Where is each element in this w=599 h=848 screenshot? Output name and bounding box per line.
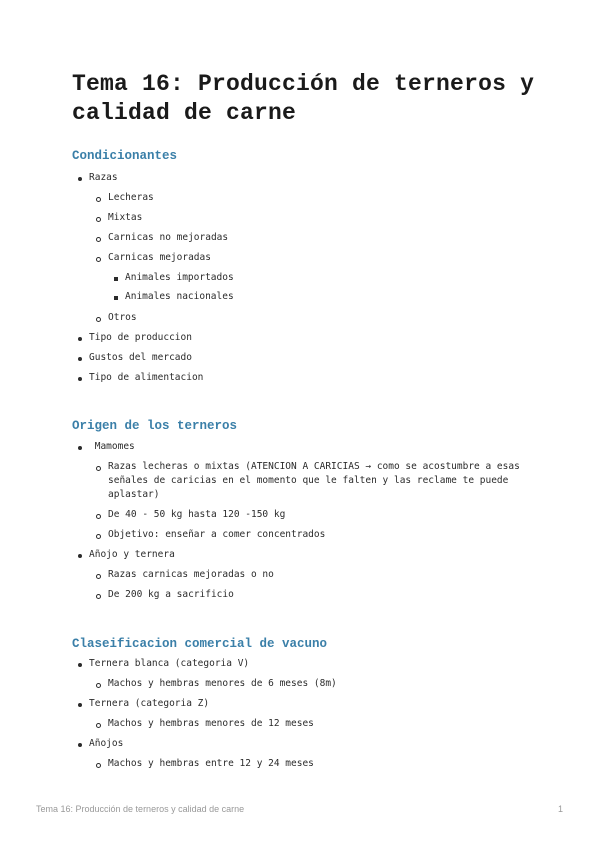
section-clasificacion <box>72 636 552 771</box>
list-item: Añojos <box>72 737 552 751</box>
list-item: Animales nacionales <box>72 290 552 304</box>
list-item: Añojo y ternera <box>72 548 552 562</box>
list-item: Machos y hembras menores de 6 meses (8m) <box>72 677 552 691</box>
list-item: De 200 kg a sacrificio <box>72 588 552 602</box>
list-item: Otros <box>72 311 552 325</box>
disc-bullet-icon <box>78 177 82 181</box>
list-item: Ternera blanca (categoria V) <box>72 657 552 671</box>
list-item: Machos y hembras entre 12 y 24 meses <box>72 757 552 771</box>
circle-bullet-icon <box>96 534 101 539</box>
circle-bullet-icon <box>96 217 101 222</box>
bullet-list <box>72 657 552 771</box>
square-bullet-icon <box>114 277 118 281</box>
list-item: Gustos del mercado <box>72 351 552 365</box>
circle-bullet-icon <box>96 317 101 322</box>
circle-bullet-icon <box>96 723 101 728</box>
circle-bullet-icon <box>96 197 101 202</box>
disc-bullet-icon <box>78 703 82 707</box>
list-item: Machos y hembras menores de 12 meses <box>72 717 552 731</box>
disc-bullet-icon <box>78 663 82 667</box>
section-heading: Claseificacion comercial de vacuno <box>72 637 328 651</box>
list-item: Tipo de produccion <box>72 331 552 345</box>
circle-bullet-icon <box>96 257 101 262</box>
list-item: Tipo de alimentacion <box>72 371 552 385</box>
bullet-list <box>72 171 552 385</box>
disc-bullet-icon <box>78 357 82 361</box>
circle-bullet-icon <box>96 466 101 471</box>
list-item: Razas carnicas mejoradas o no <box>72 568 552 582</box>
list-item: Carnicas no mejoradas <box>72 231 552 245</box>
list-item: Lecheras <box>72 191 552 205</box>
circle-bullet-icon <box>96 514 101 519</box>
disc-bullet-icon <box>78 337 82 341</box>
circle-bullet-icon <box>96 763 101 768</box>
page-footer <box>36 804 563 814</box>
page-number: 1 <box>557 804 563 814</box>
circle-bullet-icon <box>96 237 101 242</box>
circle-bullet-icon <box>96 683 101 688</box>
page-title: Tema 16: Producción de terneros y calidad de carne <box>72 71 535 126</box>
circle-bullet-icon <box>96 574 101 579</box>
list-item: Mixtas <box>72 211 552 225</box>
section-origen <box>72 418 552 602</box>
disc-bullet-icon <box>78 554 82 558</box>
list-item: Objetivo: enseñar a comer concentrados <box>72 528 552 542</box>
list-item: Razas <box>72 171 552 185</box>
list-item: Razas lecheras o mixtas (ATENCION A CARICIAS → como se acostumbre a esas señales de caricias en el momento que le falten y las reclame te puede aplastar) <box>72 460 552 502</box>
section-heading: Origen de los terneros <box>72 419 238 433</box>
bullet-list <box>72 440 552 602</box>
list-item: Carnicas mejoradas <box>72 251 552 265</box>
footer-title: Tema 16: Producción de terneros y calidad de carne <box>36 804 245 814</box>
list-item: Mamomes <box>72 440 552 454</box>
section-condicionantes <box>72 148 552 385</box>
disc-bullet-icon <box>78 446 82 450</box>
disc-bullet-icon <box>78 743 82 747</box>
disc-bullet-icon <box>78 377 82 381</box>
circle-bullet-icon <box>96 594 101 599</box>
square-bullet-icon <box>114 296 118 300</box>
list-item: Ternera (categoria Z) <box>72 697 552 711</box>
section-heading: Condicionantes <box>72 149 178 163</box>
list-item: Animales importados <box>72 271 552 285</box>
list-item: De 40 - 50 kg hasta 120 -150 kg <box>72 508 552 522</box>
